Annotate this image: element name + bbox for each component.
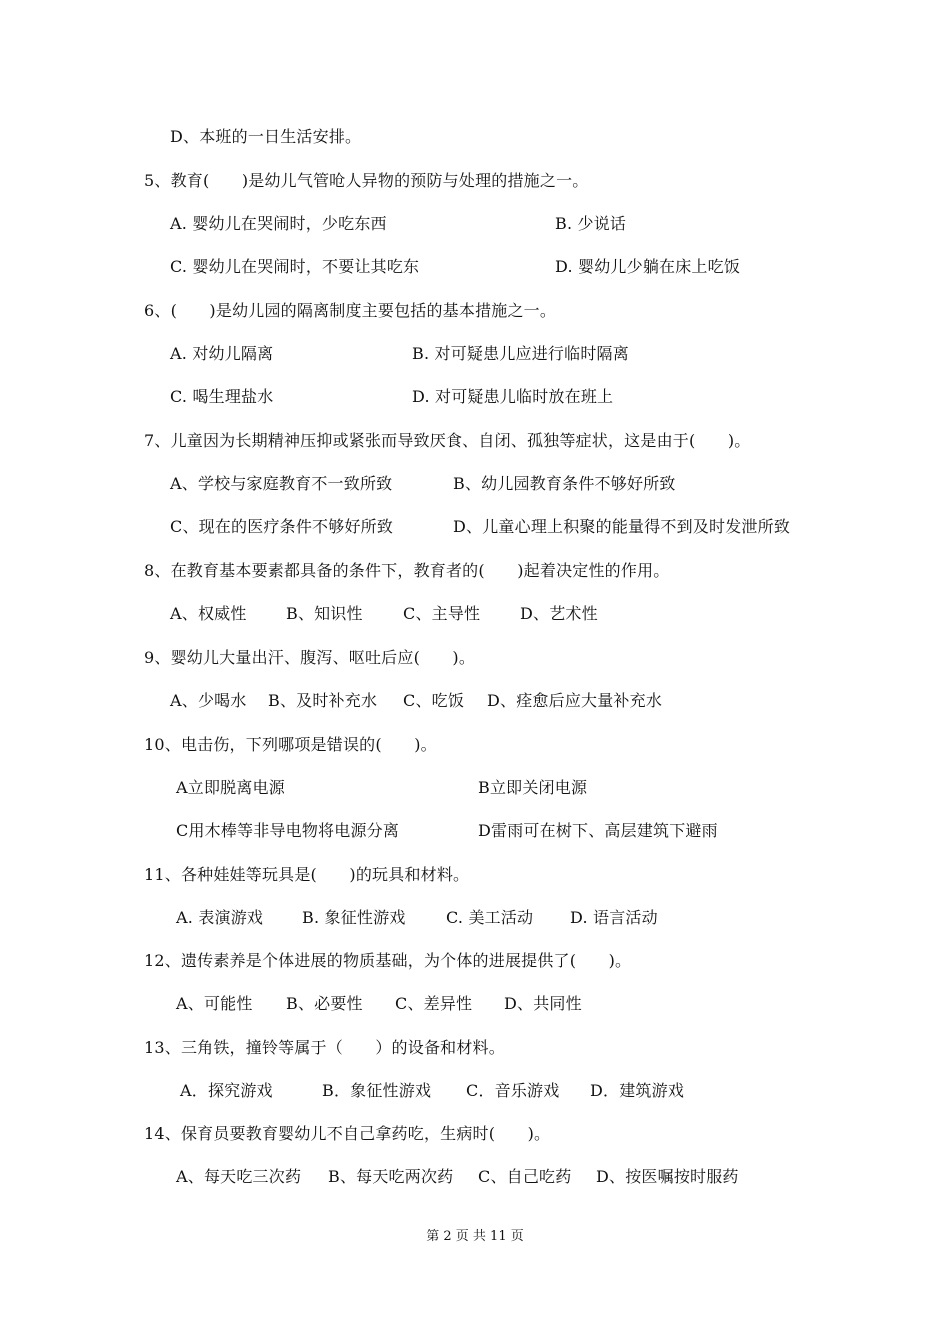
question-5-option-b: B. 少说话 (555, 214, 627, 233)
question-7-option-d: D、儿童心理上积聚的能量得不到及时发泄所致 (453, 517, 791, 536)
question-6-option-a: A. 对幼儿隔离 (170, 344, 274, 363)
option-d-previous: D、本班的一日生活安排。 (170, 127, 362, 146)
question-6-option-c: C. 喝生理盐水 (170, 387, 274, 406)
question-14-option-b: B、每天吃两次药 (328, 1167, 454, 1186)
question-12-stem: 12、遗传素养是个体进展的物质基础，为个体的进展提供了( )。 (144, 951, 632, 970)
question-11-option-b: B. 象征性游戏 (302, 908, 406, 927)
question-9-option-c: C、吃饭 (403, 691, 465, 710)
question-7-stem: 7、儿童因为长期精神压抑或紧张而导致厌食、自闭、孤独等症状，这是由于( )。 (144, 431, 751, 450)
question-8-option-a: A、权威性 (170, 604, 247, 623)
question-5-option-c: C. 婴幼儿在哭闹时，不要让其吃东 (170, 257, 420, 276)
question-13-option-b: B．象征性游戏 (322, 1081, 432, 1100)
question-8-option-b: B、知识性 (286, 604, 363, 623)
question-8-option-c: C、主导性 (403, 604, 481, 623)
question-10-option-c: C用木棒等非导电物将电源分离 (176, 821, 400, 840)
question-12-option-a: A、可能性 (176, 994, 253, 1013)
question-12-option-c: C、差异性 (395, 994, 473, 1013)
question-7-option-b: B、幼儿园教育条件不够好所致 (453, 474, 676, 493)
question-12-option-b: B、必要性 (286, 994, 363, 1013)
question-5-stem: 5、教育( )是幼儿气管呛人异物的预防与处理的措施之一。 (144, 171, 589, 190)
question-11-option-a: A. 表演游戏 (176, 908, 264, 927)
question-9-stem: 9、婴幼儿大量出汗、腹泻、呕吐后应( )。 (144, 648, 476, 667)
question-14-option-a: A、每天吃三次药 (176, 1167, 302, 1186)
question-7-option-c: C、现在的医疗条件不够好所致 (170, 517, 394, 536)
question-5-option-d: D. 婴幼儿少躺在床上吃饭 (555, 257, 741, 276)
question-13-option-c: C．音乐游戏 (466, 1081, 560, 1100)
question-10-option-d: D雷雨可在树下、高层建筑下避雨 (478, 821, 718, 840)
question-12-option-d: D、共同性 (504, 994, 582, 1013)
question-11-option-c: C. 美工活动 (446, 908, 534, 927)
question-14-option-d: D、按医嘱按时服药 (596, 1167, 739, 1186)
question-9-option-d: D、痊愈后应大量补充水 (487, 691, 663, 710)
question-6-option-d: D. 对可疑患儿临时放在班上 (412, 387, 614, 406)
question-14-option-c: C、自己吃药 (478, 1167, 572, 1186)
question-13-option-d: D．建筑游戏 (590, 1081, 685, 1100)
question-10-stem: 10、电击伤，下列哪项是错误的( )。 (144, 735, 437, 754)
question-9-option-a: A、少喝水 (170, 691, 247, 710)
question-10-option-a: A立即脱离电源 (176, 778, 285, 797)
question-14-stem: 14、保育员要教育婴幼儿不自己拿药吃，生病时( )。 (144, 1124, 551, 1143)
question-5-option-a: A. 婴幼儿在哭闹时，少吃东西 (170, 214, 387, 233)
question-8-stem: 8、在教育基本要素都具备的条件下，教育者的( )起着决定性的作用。 (144, 561, 670, 580)
question-6-option-b: B. 对可疑患儿应进行临时隔离 (412, 344, 629, 363)
question-11-option-d: D. 语言活动 (570, 908, 658, 927)
question-9-option-b: B、及时补充水 (268, 691, 378, 710)
page-footer: 第 2 页 共 11 页 (426, 1229, 524, 1244)
question-8-option-d: D、艺术性 (520, 604, 598, 623)
question-7-option-a: A、学校与家庭教育不一致所致 (170, 474, 393, 493)
question-10-option-b: B立即关闭电源 (478, 778, 588, 797)
question-13-stem: 13、三角铁，撞铃等属于（ ）的设备和材料。 (144, 1038, 505, 1057)
question-6-stem: 6、( )是幼儿园的隔离制度主要包括的基本措施之一。 (144, 301, 557, 320)
question-11-stem: 11、各种娃娃等玩具是( )的玩具和材料。 (144, 865, 470, 884)
question-13-option-a: A．探究游戏 (180, 1081, 273, 1100)
